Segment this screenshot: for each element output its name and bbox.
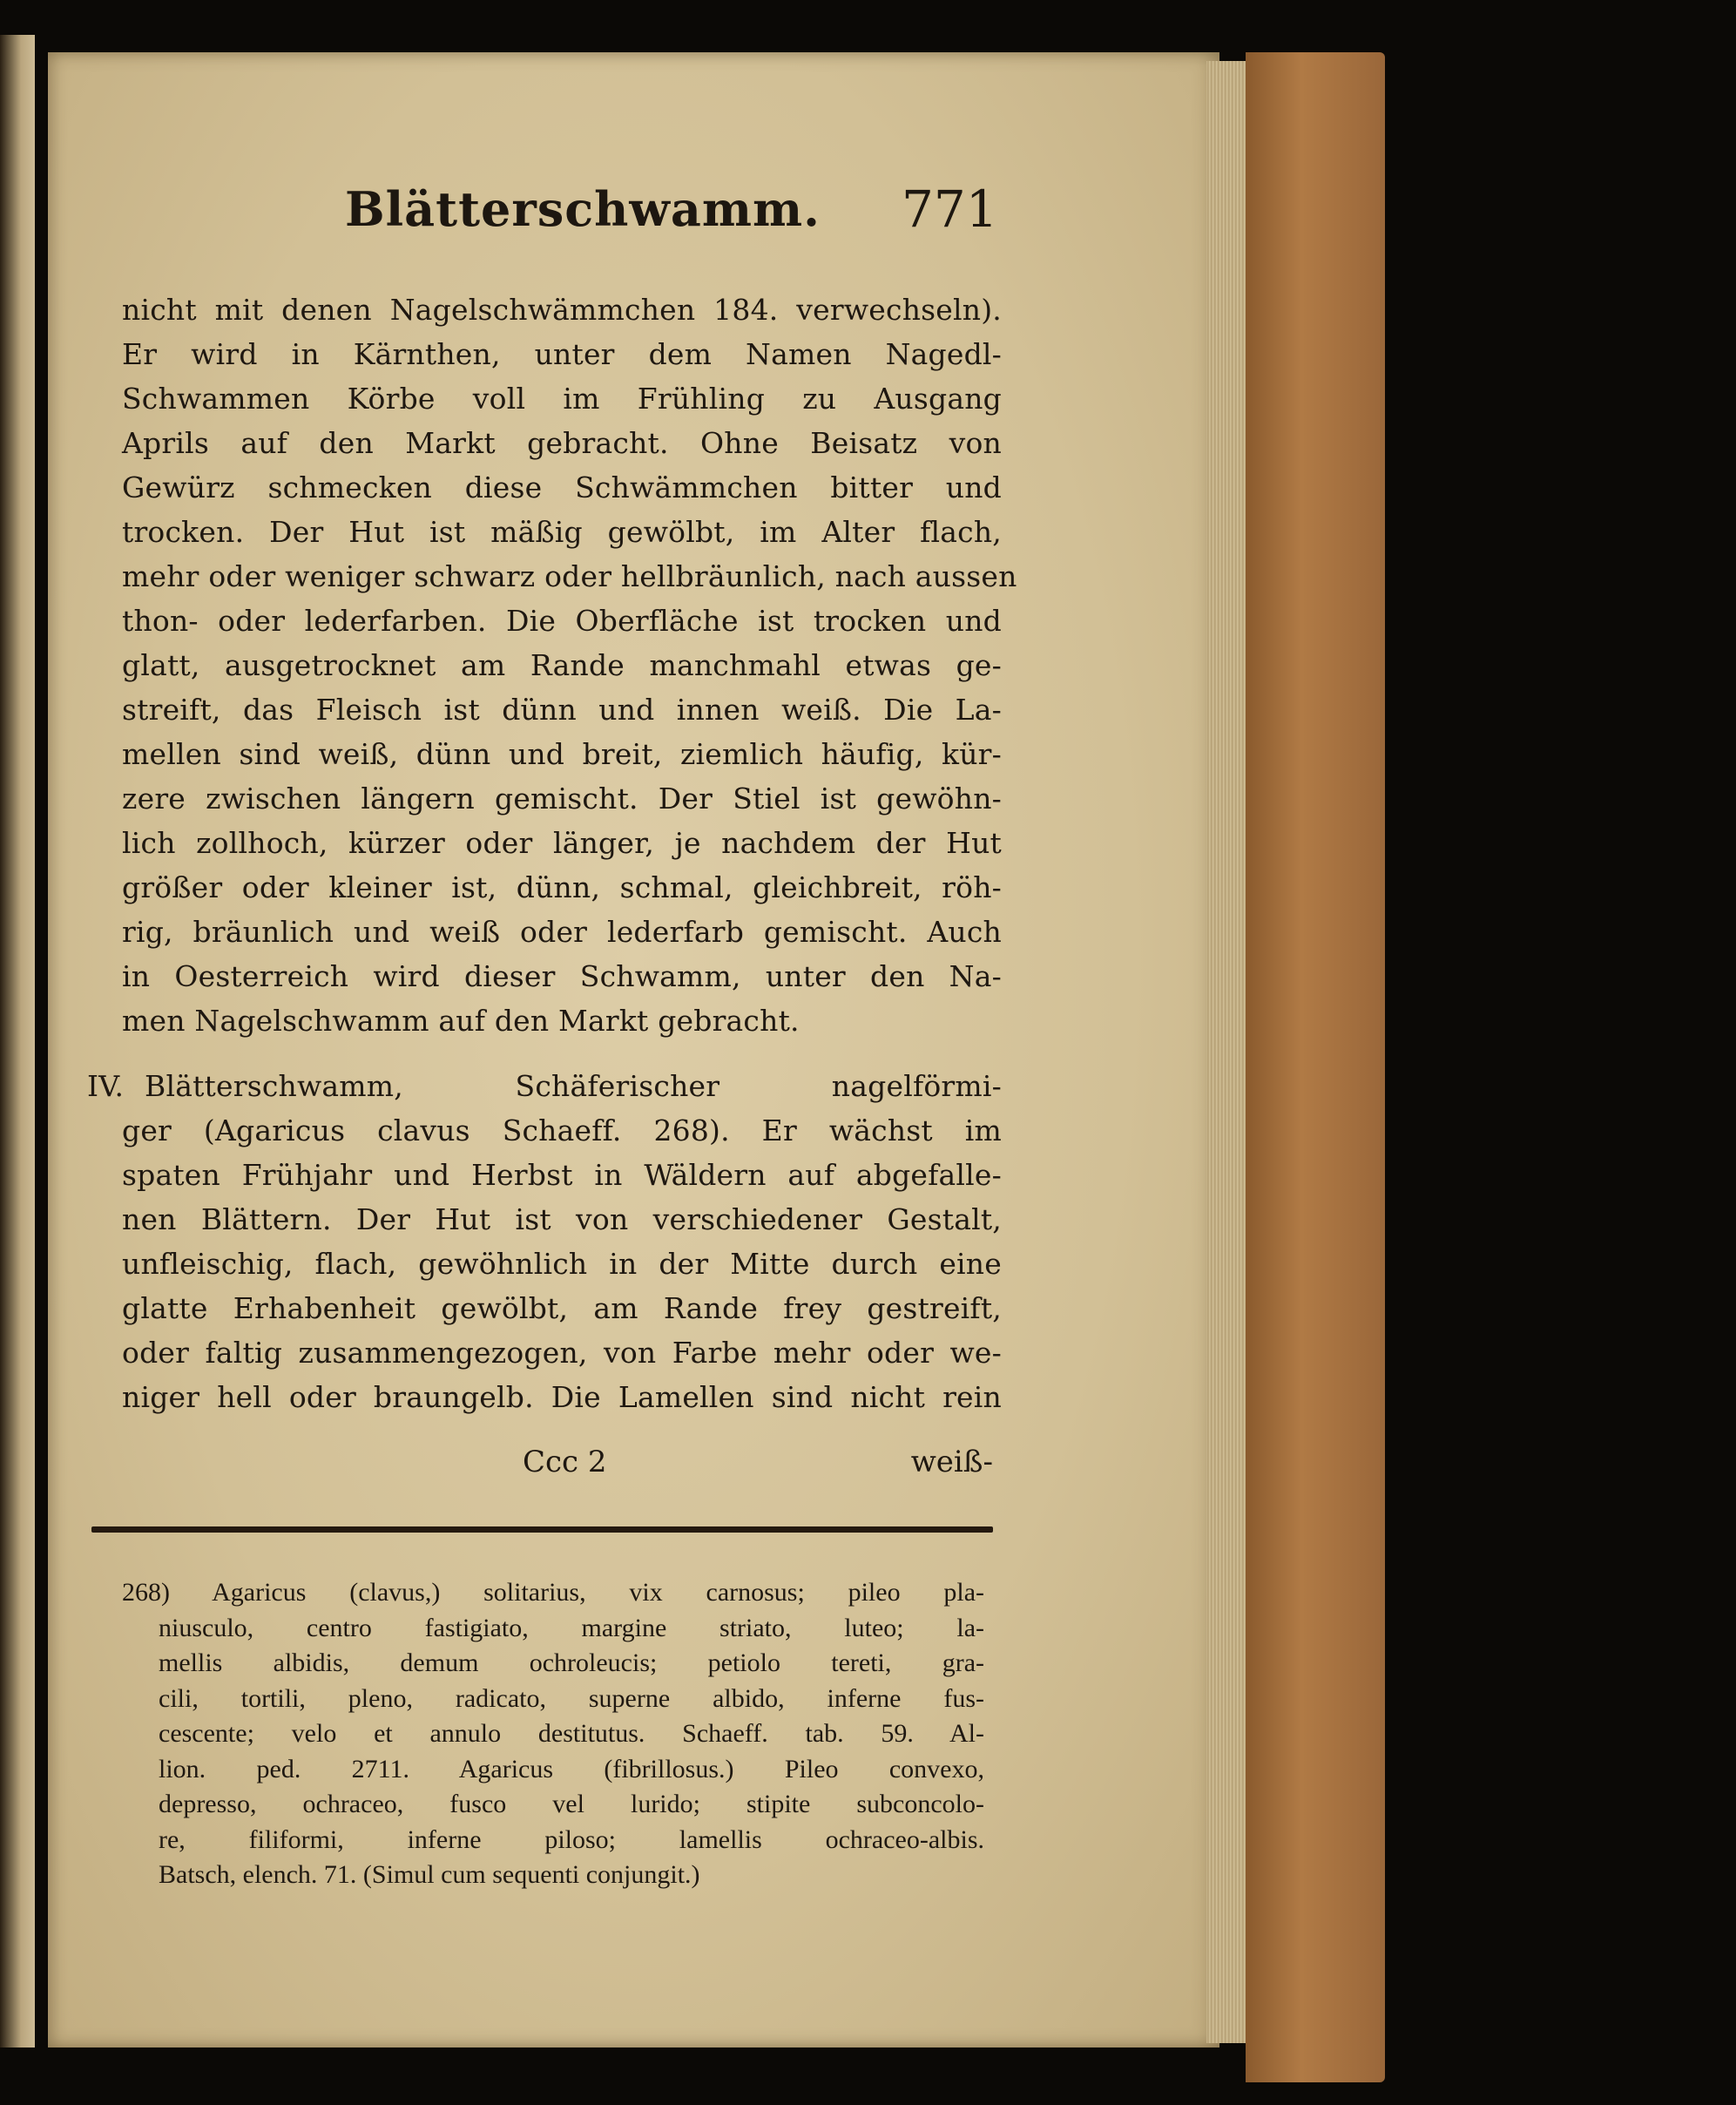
section-title: Blätterschwamm, Schäferischer nagelförmi- <box>145 1069 1002 1103</box>
text-line: glatte Erhabenheit gewölbt, am Rande frey gestreift, <box>122 1291 1002 1325</box>
text-line: rig, bräunlich und weiß oder lederfarb gemischt. Auch <box>122 915 1002 949</box>
section-heading-line <box>87 1064 1002 1108</box>
footnote-rule <box>91 1526 993 1533</box>
text-line: Aprils auf den Markt gebracht. Ohne Beisatz von <box>122 426 1002 460</box>
text-line: Gewürz schmecken diese Schwämmchen bitter und <box>122 470 1002 504</box>
section-numeral: IV. <box>87 1069 125 1103</box>
text-line: men Nagelschwamm auf den Markt gebracht. <box>122 1004 800 1038</box>
text-line: thon- oder lederfarben. Die Oberfläche ist trocken und <box>122 604 1002 638</box>
text-line: niger hell oder braungelb. Die Lamellen sind nicht rein <box>122 1380 1002 1414</box>
text-line: Schwammen Körbe voll im Frühling zu Ausgang <box>122 382 1002 416</box>
book-left-page-edge <box>0 35 35 2047</box>
text-line: nen Blättern. Der Hut ist von verschiedener Gestalt, <box>122 1202 1002 1236</box>
catchword: weiß- <box>910 1445 993 1479</box>
footnote-line: Batsch, elench. 71. (Simul cum sequenti conjungit.) <box>159 1860 700 1889</box>
text-line: lich zollhoch, kürzer oder länger, je nachdem der Hut <box>122 826 1002 860</box>
footnote-line: lion. ped. 2711. Agaricus (fibrillosus.) Pileo convexo, <box>159 1754 984 1783</box>
text-line: ger (Agaricus clavus Schaeff. 268). Er wächst im <box>122 1113 1002 1147</box>
running-head: Blätterschwamm. <box>345 181 821 237</box>
footnote-line: cili, tortili, pleno, radicato, superne albido, inferne fus- <box>159 1683 984 1713</box>
page-number: 771 <box>902 179 998 239</box>
text-line: nicht mit denen Nagelschwämmchen 184. verwechseln). <box>122 293 1002 327</box>
signature-row <box>523 1445 993 1488</box>
footnote-line: depresso, ochraceo, fusco vel lurido; stipite subconcolo- <box>159 1790 984 1818</box>
text-line: oder faltig zusammengezogen, von Farbe mehr oder we- <box>122 1336 1002 1370</box>
text-line: glatt, ausgetrocknet am Rande manchmahl etwas ge- <box>122 648 1002 682</box>
text-line: trocken. Der Hut ist mäßig gewölbt, im Alter flach, <box>122 515 1002 549</box>
page-stack-edge <box>1206 61 1250 2043</box>
text-line: spaten Frühjahr und Herbst in Wäldern auf abgefalle- <box>122 1158 1002 1192</box>
book-cover-edge <box>1246 52 1385 2082</box>
text-line: zere zwischen längern gemischt. Der Stiel ist gewöhn- <box>122 782 1002 816</box>
text-line: unfleischig, flach, gewöhnlich in der Mitte durch eine <box>122 1247 1002 1281</box>
footnote-line: re, filiformi, inferne piloso; lamellis ochraceo-albis. <box>159 1824 984 1854</box>
footnote-line: mellis albidis, demum ochroleucis; petiolo tereti, gra- <box>159 1648 984 1677</box>
body-text <box>87 288 1017 1419</box>
text-line: mehr oder weniger schwarz oder hellbräunlich, nach aussen <box>122 559 1017 593</box>
footnote-line: cescente; velo et annulo destitutus. Schaeff. tab. 59. Al- <box>159 1719 984 1748</box>
text-line: Er wird in Kärnthen, unter dem Namen Nagedl- <box>122 337 1002 371</box>
footnote-line: 268) Agaricus (clavus,) solitarius, vix carnosus; pileo pla- <box>122 1578 984 1607</box>
text-line: streift, das Fleisch ist dünn und innen weiß. Die La- <box>122 693 1002 727</box>
footnote <box>122 1575 984 1893</box>
text-line: in Oesterreich wird dieser Schwamm, unter den Na- <box>122 959 1002 993</box>
signature-mark: Ccc 2 <box>523 1445 607 1479</box>
text-line: größer oder kleiner ist, dünn, schmal, gleichbreit, röh- <box>122 870 1002 904</box>
text-line: mellen sind weiß, dünn und breit, ziemlich häufig, kür- <box>122 737 1002 771</box>
footnote-line: niusculo, centro fastigiato, margine striato, luteo; la- <box>159 1613 984 1642</box>
